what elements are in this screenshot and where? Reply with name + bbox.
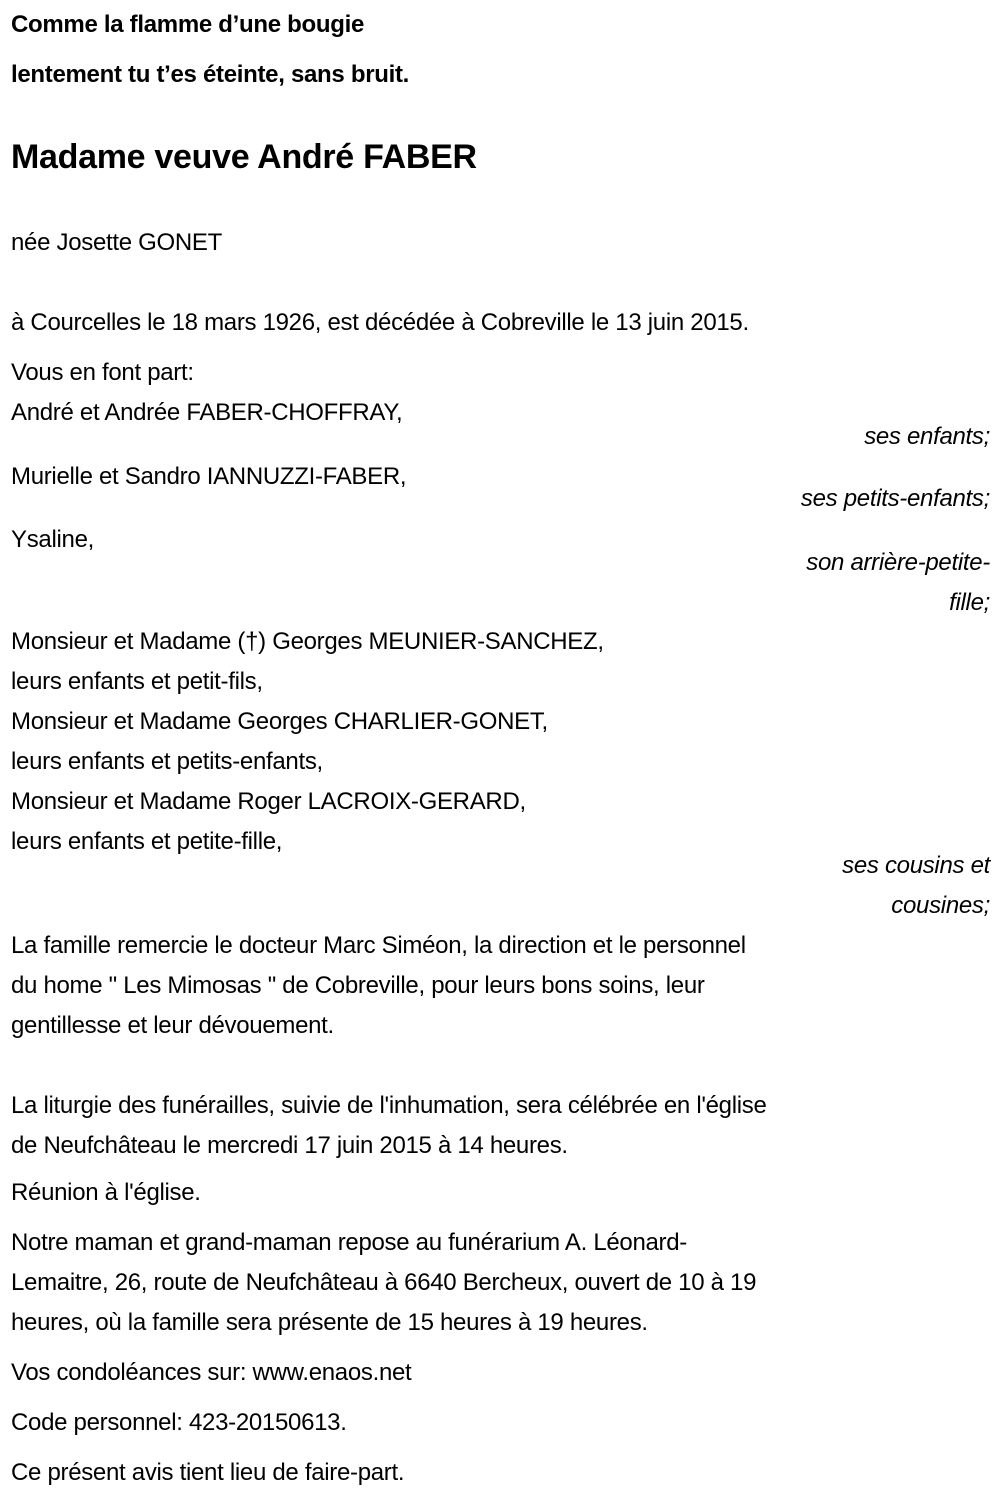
dates: à Courcelles le 18 mars 1926, est décédée à Cobreville le 13 juin 2015.: [11, 309, 749, 336]
funeral-home-line: Lemaitre, 26, route de Neufchâteau à 6640 Bercheux, ouvert de 10 à 19: [11, 1269, 757, 1296]
condolences: Vos condoléances sur: www.enaos.net: [11, 1359, 412, 1386]
thanks-line: gentillesse et leur dévouement.: [11, 1012, 334, 1039]
liturgy-line: La liturgie des funérailles, suivie de l'inhumation, sera célébrée en l'église: [11, 1092, 767, 1119]
great-grandchild-role: fille;: [949, 589, 990, 616]
children-role: ses enfants;: [864, 423, 990, 450]
grandchildren-role: ses petits-enfants;: [800, 485, 990, 512]
cousins-role: ses cousins et: [842, 852, 990, 879]
thanks-line: La famille remercie le docteur Marc Siméon, la direction et le personnel: [11, 932, 746, 959]
funeral-home-line: Notre maman et grand-maman repose au funérarium A. Léonard-: [11, 1229, 687, 1256]
announce: Vous en font part:: [11, 359, 194, 386]
cousins-role: cousines;: [891, 892, 990, 919]
thanks-line: du home " Les Mimosas " de Cobreville, pour leurs bons soins, leur: [11, 972, 705, 999]
children: André et Andrée FABER-CHOFFRAY,: [11, 399, 403, 426]
liturgy-line: de Neufchâteau le mercredi 17 juin 2015 à 14 heures.: [11, 1132, 568, 1159]
deceased-name: Madame veuve André FABER: [11, 138, 477, 176]
cousin-line: leurs enfants et petits-enfants,: [11, 748, 323, 775]
cousin-line: Monsieur et Madame Roger LACROIX-GERARD,: [11, 788, 526, 815]
birth-name: née Josette GONET: [11, 229, 222, 256]
cousin-line: leurs enfants et petit-fils,: [11, 668, 263, 695]
meeting: Réunion à l'église.: [11, 1179, 201, 1206]
notice: Ce présent avis tient lieu de faire-part.: [11, 1459, 405, 1486]
great-grandchild: Ysaline,: [11, 526, 94, 553]
verse-line: Comme la flamme d’une bougie: [11, 11, 364, 38]
personal-code: Code personnel: 423-20150613.: [11, 1409, 347, 1436]
cousin-line: Monsieur et Madame (†) Georges MEUNIER-SANCHEZ,: [11, 628, 604, 655]
funeral-home-line: heures, où la famille sera présente de 15 heures à 19 heures.: [11, 1309, 648, 1336]
cousin-line: Monsieur et Madame Georges CHARLIER-GONET,: [11, 708, 548, 735]
great-grandchild-role: son arrière-petite-: [806, 549, 990, 576]
grandchildren: Murielle et Sandro IANNUZZI-FABER,: [11, 463, 407, 490]
cousin-line: leurs enfants et petite-fille,: [11, 828, 283, 855]
verse-line: lentement tu t’es éteinte, sans bruit.: [11, 61, 410, 88]
